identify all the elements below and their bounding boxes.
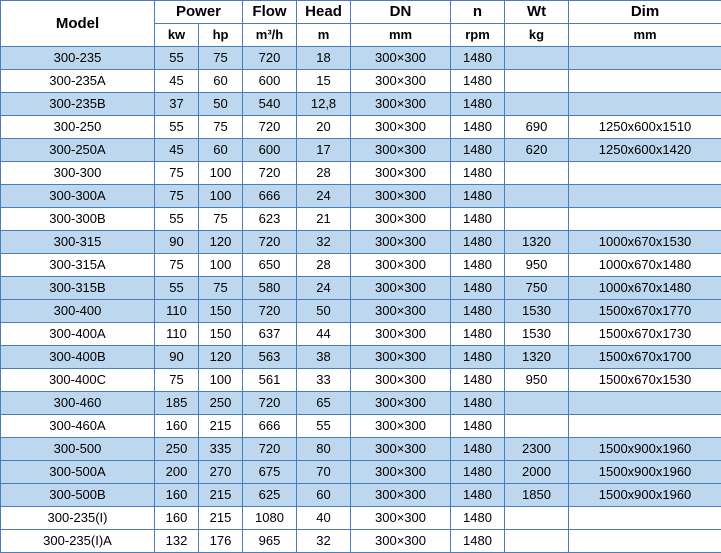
cell-mm-5: 300×300 — [351, 484, 451, 507]
cell-mm-5: 300×300 — [351, 507, 451, 530]
cell-mm-5: 300×300 — [351, 116, 451, 139]
cell-rpm-6: 1480 — [451, 530, 505, 553]
cell-mm-8: 1250x600x1510 — [569, 116, 721, 139]
cell-mh-3: 580 — [243, 277, 297, 300]
cell-kw-1: 110 — [155, 300, 199, 323]
header-dim: Dim — [569, 1, 721, 24]
cell-rpm-6: 1480 — [451, 484, 505, 507]
cell-m-4: 40 — [297, 507, 351, 530]
cell-m-4: 80 — [297, 438, 351, 461]
cell-mm-8: 1500x900x1960 — [569, 461, 721, 484]
cell-mm-8: 1500x670x1770 — [569, 300, 721, 323]
cell-hp-2: 75 — [199, 116, 243, 139]
cell-kw-1: 132 — [155, 530, 199, 553]
cell-kg-7: 950 — [505, 369, 569, 392]
cell-mh-3: 666 — [243, 185, 297, 208]
cell-model: 300-250A — [1, 139, 155, 162]
unit-flow: m³/h — [243, 24, 297, 47]
cell-mm-8 — [569, 47, 721, 70]
cell-mm-5: 300×300 — [351, 139, 451, 162]
cell-hp-2: 100 — [199, 162, 243, 185]
cell-kw-1: 185 — [155, 392, 199, 415]
cell-m-4: 28 — [297, 162, 351, 185]
cell-mm-5: 300×300 — [351, 415, 451, 438]
cell-kg-7 — [505, 47, 569, 70]
cell-mh-3: 625 — [243, 484, 297, 507]
cell-rpm-6: 1480 — [451, 162, 505, 185]
cell-m-4: 21 — [297, 208, 351, 231]
unit-dn: mm — [351, 24, 451, 47]
cell-kw-1: 110 — [155, 323, 199, 346]
cell-mm-8: 1000x670x1480 — [569, 254, 721, 277]
cell-kg-7: 2000 — [505, 461, 569, 484]
cell-kw-1: 200 — [155, 461, 199, 484]
cell-mm-5: 300×300 — [351, 277, 451, 300]
cell-m-4: 65 — [297, 392, 351, 415]
cell-mm-8 — [569, 530, 721, 553]
header-group-row — [1, 1, 721, 24]
cell-m-4: 33 — [297, 369, 351, 392]
cell-m-4: 38 — [297, 346, 351, 369]
cell-model: 300-235 — [1, 47, 155, 70]
cell-mm-8 — [569, 93, 721, 116]
cell-mm-5: 300×300 — [351, 70, 451, 93]
cell-m-4: 20 — [297, 116, 351, 139]
table-body — [1, 47, 721, 553]
cell-kg-7 — [505, 208, 569, 231]
header-flow: Flow — [243, 1, 297, 24]
cell-model: 300-235A — [1, 70, 155, 93]
cell-mh-3: 720 — [243, 231, 297, 254]
cell-mm-8: 1500x670x1700 — [569, 346, 721, 369]
cell-kg-7 — [505, 185, 569, 208]
cell-model: 300-300 — [1, 162, 155, 185]
cell-mh-3: 540 — [243, 93, 297, 116]
cell-kw-1: 55 — [155, 116, 199, 139]
cell-model: 300-400 — [1, 300, 155, 323]
cell-kw-1: 45 — [155, 139, 199, 162]
cell-mm-8 — [569, 208, 721, 231]
cell-m-4: 18 — [297, 47, 351, 70]
cell-mh-3: 720 — [243, 47, 297, 70]
cell-kg-7: 1530 — [505, 323, 569, 346]
cell-mm-8 — [569, 392, 721, 415]
cell-kg-7: 950 — [505, 254, 569, 277]
cell-rpm-6: 1480 — [451, 208, 505, 231]
cell-m-4: 32 — [297, 231, 351, 254]
cell-model: 300-315 — [1, 231, 155, 254]
table-row — [1, 507, 721, 530]
cell-hp-2: 250 — [199, 392, 243, 415]
cell-hp-2: 75 — [199, 47, 243, 70]
cell-mm-8: 1250x600x1420 — [569, 139, 721, 162]
unit-n: rpm — [451, 24, 505, 47]
cell-mm-8 — [569, 507, 721, 530]
cell-m-4: 28 — [297, 254, 351, 277]
cell-hp-2: 100 — [199, 254, 243, 277]
cell-model: 300-235B — [1, 93, 155, 116]
cell-hp-2: 60 — [199, 139, 243, 162]
table-row — [1, 139, 721, 162]
cell-model: 300-300B — [1, 208, 155, 231]
cell-mm-5: 300×300 — [351, 369, 451, 392]
cell-mm-5: 300×300 — [351, 254, 451, 277]
table-row — [1, 415, 721, 438]
cell-mm-8 — [569, 185, 721, 208]
cell-kg-7: 750 — [505, 277, 569, 300]
cell-m-4: 12,8 — [297, 93, 351, 116]
cell-mh-3: 720 — [243, 392, 297, 415]
unit-head: m — [297, 24, 351, 47]
cell-m-4: 60 — [297, 484, 351, 507]
cell-hp-2: 120 — [199, 346, 243, 369]
cell-mh-3: 720 — [243, 162, 297, 185]
cell-hp-2: 120 — [199, 231, 243, 254]
cell-model: 300-460 — [1, 392, 155, 415]
cell-rpm-6: 1480 — [451, 438, 505, 461]
cell-kw-1: 90 — [155, 346, 199, 369]
table-row — [1, 116, 721, 139]
cell-mh-3: 1080 — [243, 507, 297, 530]
cell-mm-5: 300×300 — [351, 530, 451, 553]
table-row — [1, 438, 721, 461]
cell-mh-3: 637 — [243, 323, 297, 346]
cell-m-4: 50 — [297, 300, 351, 323]
cell-model: 300-300A — [1, 185, 155, 208]
cell-rpm-6: 1480 — [451, 93, 505, 116]
cell-model: 300-235(I)A — [1, 530, 155, 553]
cell-model: 300-500B — [1, 484, 155, 507]
cell-mh-3: 720 — [243, 300, 297, 323]
cell-m-4: 17 — [297, 139, 351, 162]
cell-mm-5: 300×300 — [351, 185, 451, 208]
header-wt: Wt — [505, 1, 569, 24]
cell-model: 300-500 — [1, 438, 155, 461]
cell-rpm-6: 1480 — [451, 185, 505, 208]
cell-model: 300-400C — [1, 369, 155, 392]
unit-dim: mm — [569, 24, 721, 47]
table-row — [1, 162, 721, 185]
cell-hp-2: 215 — [199, 484, 243, 507]
cell-mm-5: 300×300 — [351, 323, 451, 346]
cell-rpm-6: 1480 — [451, 70, 505, 93]
cell-kg-7 — [505, 530, 569, 553]
cell-kw-1: 55 — [155, 47, 199, 70]
cell-m-4: 24 — [297, 277, 351, 300]
cell-model: 300-250 — [1, 116, 155, 139]
cell-model: 300-400B — [1, 346, 155, 369]
cell-mm-5: 300×300 — [351, 93, 451, 116]
cell-m-4: 24 — [297, 185, 351, 208]
cell-kw-1: 55 — [155, 208, 199, 231]
cell-kw-1: 75 — [155, 185, 199, 208]
cell-kg-7: 1320 — [505, 231, 569, 254]
cell-mm-5: 300×300 — [351, 300, 451, 323]
table-row — [1, 346, 721, 369]
cell-mh-3: 600 — [243, 139, 297, 162]
cell-mm-8 — [569, 415, 721, 438]
cell-hp-2: 75 — [199, 208, 243, 231]
cell-mm-8: 1500x900x1960 — [569, 438, 721, 461]
cell-kg-7 — [505, 70, 569, 93]
table-row — [1, 47, 721, 70]
unit-wt: kg — [505, 24, 569, 47]
cell-kw-1: 37 — [155, 93, 199, 116]
table-row — [1, 392, 721, 415]
cell-mm-5: 300×300 — [351, 392, 451, 415]
table-row — [1, 530, 721, 553]
cell-kw-1: 90 — [155, 231, 199, 254]
cell-rpm-6: 1480 — [451, 300, 505, 323]
cell-kg-7: 1850 — [505, 484, 569, 507]
cell-m-4: 15 — [297, 70, 351, 93]
unit-kw: kw — [155, 24, 199, 47]
cell-hp-2: 100 — [199, 185, 243, 208]
cell-mh-3: 600 — [243, 70, 297, 93]
cell-model: 300-315B — [1, 277, 155, 300]
cell-kw-1: 250 — [155, 438, 199, 461]
table-row — [1, 231, 721, 254]
cell-rpm-6: 1480 — [451, 116, 505, 139]
cell-mm-8: 1000x670x1530 — [569, 231, 721, 254]
cell-kg-7 — [505, 415, 569, 438]
cell-rpm-6: 1480 — [451, 139, 505, 162]
cell-rpm-6: 1480 — [451, 323, 505, 346]
cell-mm-8: 1000x670x1480 — [569, 277, 721, 300]
cell-kw-1: 55 — [155, 277, 199, 300]
cell-m-4: 55 — [297, 415, 351, 438]
cell-mh-3: 675 — [243, 461, 297, 484]
cell-rpm-6: 1480 — [451, 277, 505, 300]
cell-kg-7 — [505, 162, 569, 185]
table-row — [1, 484, 721, 507]
cell-mh-3: 720 — [243, 438, 297, 461]
header-power: Power — [155, 1, 243, 24]
cell-mm-5: 300×300 — [351, 208, 451, 231]
cell-mm-8 — [569, 162, 721, 185]
cell-mh-3: 561 — [243, 369, 297, 392]
cell-mm-5: 300×300 — [351, 47, 451, 70]
cell-rpm-6: 1480 — [451, 461, 505, 484]
cell-kg-7: 690 — [505, 116, 569, 139]
cell-hp-2: 75 — [199, 277, 243, 300]
cell-hp-2: 270 — [199, 461, 243, 484]
cell-hp-2: 150 — [199, 300, 243, 323]
cell-rpm-6: 1480 — [451, 254, 505, 277]
table-row — [1, 461, 721, 484]
cell-kw-1: 45 — [155, 70, 199, 93]
cell-hp-2: 100 — [199, 369, 243, 392]
cell-mh-3: 666 — [243, 415, 297, 438]
cell-mm-8: 1500x670x1730 — [569, 323, 721, 346]
cell-kg-7 — [505, 93, 569, 116]
cell-mm-5: 300×300 — [351, 162, 451, 185]
header-model: Model — [1, 1, 155, 47]
cell-kg-7 — [505, 392, 569, 415]
cell-rpm-6: 1480 — [451, 392, 505, 415]
cell-mm-5: 300×300 — [351, 461, 451, 484]
cell-kg-7: 2300 — [505, 438, 569, 461]
table-row — [1, 185, 721, 208]
cell-kw-1: 160 — [155, 484, 199, 507]
cell-mm-8: 1500x900x1960 — [569, 484, 721, 507]
cell-kw-1: 75 — [155, 369, 199, 392]
cell-kg-7 — [505, 507, 569, 530]
header-dn: DN — [351, 1, 451, 24]
header-head: Head — [297, 1, 351, 24]
cell-kg-7: 1530 — [505, 300, 569, 323]
cell-model: 300-235(I) — [1, 507, 155, 530]
cell-m-4: 44 — [297, 323, 351, 346]
cell-mh-3: 965 — [243, 530, 297, 553]
cell-kw-1: 160 — [155, 507, 199, 530]
cell-mh-3: 650 — [243, 254, 297, 277]
cell-hp-2: 215 — [199, 415, 243, 438]
cell-kg-7: 620 — [505, 139, 569, 162]
cell-rpm-6: 1480 — [451, 415, 505, 438]
cell-m-4: 70 — [297, 461, 351, 484]
cell-rpm-6: 1480 — [451, 47, 505, 70]
table-row — [1, 93, 721, 116]
table-row — [1, 70, 721, 93]
cell-model: 300-400A — [1, 323, 155, 346]
table-row — [1, 277, 721, 300]
cell-model: 300-500A — [1, 461, 155, 484]
cell-mm-5: 300×300 — [351, 346, 451, 369]
cell-hp-2: 150 — [199, 323, 243, 346]
cell-mm-5: 300×300 — [351, 438, 451, 461]
cell-rpm-6: 1480 — [451, 507, 505, 530]
table-header — [1, 1, 721, 47]
cell-mh-3: 720 — [243, 116, 297, 139]
table-row — [1, 254, 721, 277]
unit-hp: hp — [199, 24, 243, 47]
cell-hp-2: 335 — [199, 438, 243, 461]
table-row — [1, 208, 721, 231]
cell-mh-3: 563 — [243, 346, 297, 369]
cell-mm-8 — [569, 70, 721, 93]
cell-rpm-6: 1480 — [451, 231, 505, 254]
cell-hp-2: 50 — [199, 93, 243, 116]
cell-hp-2: 176 — [199, 530, 243, 553]
cell-mm-5: 300×300 — [351, 231, 451, 254]
table-row — [1, 323, 721, 346]
table-row — [1, 300, 721, 323]
cell-rpm-6: 1480 — [451, 369, 505, 392]
cell-kw-1: 75 — [155, 254, 199, 277]
cell-model: 300-460A — [1, 415, 155, 438]
cell-kg-7: 1320 — [505, 346, 569, 369]
cell-kw-1: 160 — [155, 415, 199, 438]
header-n: n — [451, 1, 505, 24]
cell-hp-2: 60 — [199, 70, 243, 93]
cell-kw-1: 75 — [155, 162, 199, 185]
cell-rpm-6: 1480 — [451, 346, 505, 369]
cell-m-4: 32 — [297, 530, 351, 553]
cell-hp-2: 215 — [199, 507, 243, 530]
cell-mm-8: 1500x670x1530 — [569, 369, 721, 392]
table-row — [1, 369, 721, 392]
cell-model: 300-315A — [1, 254, 155, 277]
cell-mh-3: 623 — [243, 208, 297, 231]
